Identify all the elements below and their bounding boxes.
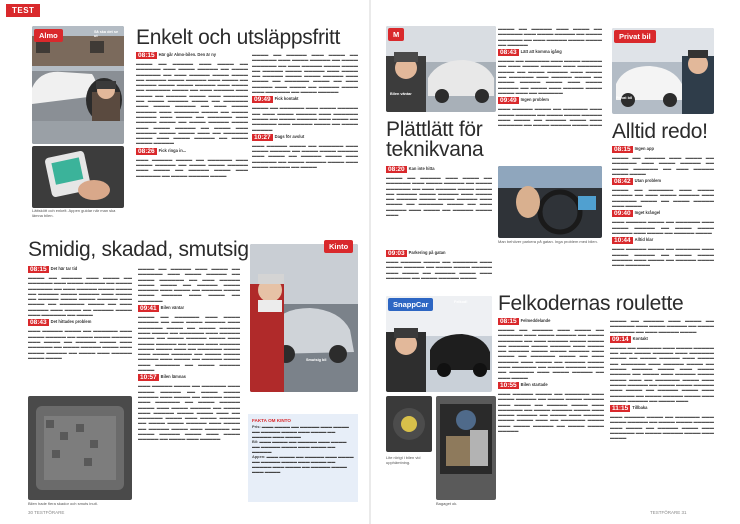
timestamp: 09:03: [388, 250, 405, 257]
m-steering-photo: [498, 166, 602, 238]
paragraph-lead: Det hittades problem: [50, 319, 92, 325]
paragraph-lead: Bilen väntar: [160, 305, 185, 311]
article1-column-1: 08:15 Här går Almo-bilen. Den är ny ▬▬▬▬ ▬▬ ▬▬▬▬▬ ▬▬▬ ▬▬▬▬ ▬▬ ▬▬▬▬▬▬ ▬▬▬ ▬▬▬▬ ▬▬▬▬▬ ▬▬ ▬▬▬▬ ▬▬▬▬▬▬ ▬▬ ▬▬▬ ▬▬▬▬▬ ▬▬▬▬ ▬▬▬▬ ▬▬ ▬▬▬▬▬ ▬▬▬▬ ▬▬▬▬▬ ▬▬▬ ▬▬▬▬ ▬▬ ▬▬▬▬▬ ▬▬▬▬ ▬▬▬▬ ▬▬▬▬▬ ▬▬▬ ▬▬▬▬ ▬▬ ▬▬▬▬▬▬ ▬▬▬▬ ▬▬ ▬▬▬ ▬▬▬▬▬ ▬▬▬ ▬▬▬▬ ▬▬ ▬▬▬▬▬ ▬▬▬▬ ▬▬▬ ▬▬▬▬▬▬ ▬▬ ▬▬▬▬ ▬▬▬▬▬ ▬▬▬▬ ▬▬ ▬▬▬▬▬▬ ▬▬▬ ▬▬▬▬ ▬▬▬▬▬ ▬▬ ▬▬▬ ▬▬▬▬ ▬▬▬▬▬ ▬▬▬ ▬▬▬▬▬▬ ▬▬▬▬ ▬▬ ▬▬▬▬ ▬▬▬▬▬ ▬▬▬ ▬▬▬▬ ▬▬ ▬▬▬▬▬▬ ▬▬▬ ▬▬▬▬▬ ▬▬▬▬ ▬▬ ▬▬▬▬ ▬▬▬▬▬ ▬▬▬▬ ▬▬▬ ▬▬▬▬ ▬▬▬▬▬ ▬▬ ▬▬▬▬ ▬▬▬ ▬▬▬▬▬ ▬▬▬▬ ▬▬▬▬ ▬▬▬ ▬▬ ▬▬▬▬▬▬ ▬▬▬▬ ▬▬▬ ▬▬▬▬ ▬▬▬▬▬ ▬▬ ▬▬▬▬ ▬▬▬▬ ▬▬▬▬▬ 08:26 Fick ringa in... ▬▬▬ ▬▬▬▬▬ ▬▬▬▬ ▬▬ ▬▬▬▬▬▬ ▬▬▬ ▬▬▬▬ ▬▬▬▬▬ ▬▬ ▬▬▬▬ ▬▬▬▬ ▬▬▬▬▬ ▬▬▬ ▬▬▬▬ ▬▬ ▬▬▬▬▬ ▬▬▬▬ ▬▬▬ ▬▬▬▬▬▬ ▬▬ ▬▬▬▬ ▬▬▬▬▬ ▬▬▬▬: [136, 52, 248, 178]
article1-column-2: ▬▬▬▬ ▬▬ ▬▬▬▬▬ ▬▬▬ ▬▬▬▬ ▬▬ ▬▬▬▬▬▬ ▬▬▬ ▬▬▬▬ ▬▬▬▬▬ ▬▬ ▬▬▬▬ ▬▬▬▬▬▬ ▬▬ ▬▬▬ ▬▬▬▬▬ ▬▬▬▬ ▬▬▬▬ ▬▬ ▬▬▬▬▬ ▬▬▬▬ ▬▬▬▬▬ ▬▬▬ ▬▬▬▬ ▬▬ ▬▬▬▬▬ ▬▬▬▬ ▬▬▬▬ ▬▬▬▬▬ ▬▬▬ ▬▬▬▬ ▬▬ ▬▬▬▬▬▬ ▬▬▬▬ ▬▬ ▬▬▬ ▬▬▬▬▬ ▬▬▬ ▬▬▬▬ ▬▬ ▬▬▬▬▬ ▬▬▬▬ ▬▬▬ ▬▬▬▬▬▬ ▬▬ ▬▬▬▬ ▬▬▬▬▬ 09:49 Fick kontakt ▬▬▬▬ ▬▬ ▬▬▬▬▬▬ ▬▬▬ ▬▬▬▬ ▬▬▬▬▬ ▬▬ ▬▬▬ ▬▬▬▬ ▬▬▬▬▬ ▬▬▬ ▬▬▬▬▬▬ ▬▬▬▬ ▬▬ ▬▬▬▬ ▬▬▬▬▬ ▬▬▬ ▬▬▬▬ ▬▬ ▬▬▬▬▬▬ ▬▬▬ ▬▬▬▬▬ ▬▬▬▬ ▬▬ ▬▬▬▬ ▬▬▬▬▬ 10:27 Dags för avslut ▬▬▬ ▬▬▬▬▬ ▬▬▬▬ ▬▬ ▬▬▬▬▬▬ ▬▬▬ ▬▬▬▬ ▬▬▬▬▬ ▬▬ ▬▬▬▬ ▬▬▬▬ ▬▬▬▬▬ ▬▬▬ ▬▬▬▬ ▬▬ ▬▬▬▬▬ ▬▬▬▬ ▬▬▬ ▬▬▬▬▬▬ ▬▬ ▬▬▬▬ ▬▬▬▬▬ ▬▬▬▬ ▬▬▬ ▬▬▬▬ ▬▬▬▬▬ ▬▬ ▬▬▬▬: [252, 52, 358, 170]
paragraph-lead: Fick ringa in...: [158, 147, 187, 153]
paragraph-lead: Utan problem: [634, 178, 662, 184]
snappcar-trunk-photo: [436, 396, 496, 500]
kinto-car-photo: [250, 244, 358, 392]
timestamp: 08:15: [30, 266, 47, 273]
timestamp: 10:55: [500, 381, 517, 389]
article-tag-kinto: Kinto: [324, 240, 353, 253]
facts-line: Bil: ▬▬▬ ▬▬▬▬ ▬▬ ▬▬▬▬▬ ▬▬▬ ▬▬▬▬ ▬▬ ▬▬▬▬▬ ▬▬▬▬ ▬▬▬ ▬▬▬▬ ▬▬ ▬▬▬▬▬: [252, 439, 347, 454]
paragraph-lead: Det här tar tid: [50, 266, 78, 271]
timestamp: 09:41: [140, 305, 157, 313]
timestamp: 09:49: [254, 96, 271, 104]
headline-kinto: Smidig, skadad, smutsig: [28, 238, 249, 261]
snappcar-caption: Lite rörigt i bilen vid upphämtning.: [386, 455, 421, 465]
paragraph-lead: Lätt att komma igång: [520, 49, 562, 55]
inset-label-private: Privat bil: [616, 96, 633, 100]
timestamp: 10:27: [254, 133, 271, 141]
article3-column-1b: 09:03 Parkering på gatan ▬▬▬ ▬▬▬▬▬ ▬▬▬▬ ▬▬ ▬▬▬▬▬▬ ▬▬▬ ▬▬▬▬ ▬▬▬▬▬ ▬▬ ▬▬▬▬ ▬▬▬▬ ▬▬▬▬▬ ▬▬▬ ▬▬▬▬ ▬▬ ▬▬▬▬▬ ▬▬▬▬ ▬▬▬ ▬▬▬▬▬▬ ▬▬ ▬▬▬▬ ▬▬▬▬▬ ▬▬▬▬: [386, 250, 492, 280]
paragraph-lead: Bilen lämnas: [160, 374, 186, 380]
paragraph-lead: Ingen problem: [520, 97, 549, 103]
article3-column-2: ▬▬▬▬ ▬▬ ▬▬▬▬▬ ▬▬▬ ▬▬▬▬ ▬▬ ▬▬▬▬▬▬ ▬▬▬ ▬▬▬▬ ▬▬▬▬▬ ▬▬ ▬▬▬▬ ▬▬▬▬▬▬ ▬▬ ▬▬▬ ▬▬▬▬▬ ▬▬▬▬ ▬▬▬▬ ▬▬ ▬▬▬▬▬ 08:43 Lätt att komma igång ▬▬▬▬ ▬▬ ▬▬▬▬▬▬ ▬▬▬ ▬▬▬▬ ▬▬▬▬▬ ▬▬ ▬▬▬ ▬▬▬▬ ▬▬▬▬▬ ▬▬▬ ▬▬▬▬▬▬ ▬▬▬▬ ▬▬ ▬▬▬▬ ▬▬▬▬▬ ▬▬▬ ▬▬▬▬ ▬▬ ▬▬▬▬▬▬ ▬▬▬ ▬▬▬▬▬ ▬▬▬▬ ▬▬ ▬▬▬▬ ▬▬▬▬▬ ▬▬▬▬ ▬▬▬ ▬▬▬▬ ▬▬▬▬▬ ▬▬ ▬▬▬▬ ▬▬▬ ▬▬▬▬▬ ▬▬▬▬ ▬▬▬▬ ▬▬▬ ▬▬ ▬▬▬▬▬▬ 09:49 Ingen problem ▬▬▬ ▬▬▬▬▬ ▬▬▬▬ ▬▬ ▬▬▬▬▬▬ ▬▬▬ ▬▬▬▬ ▬▬▬▬▬ ▬▬ ▬▬▬▬ ▬▬▬▬ ▬▬▬▬▬ ▬▬▬ ▬▬▬▬ ▬▬ ▬▬▬▬▬ ▬▬▬▬ ▬▬▬ ▬▬▬▬▬▬ ▬▬ ▬▬▬▬ ▬▬▬▬▬ ▬▬▬▬ ▬▬▬: [498, 26, 602, 128]
left-folio: 30 TESTFÖRARE: [28, 510, 65, 515]
page-gutter: [369, 0, 371, 524]
almo-caption: Lättskött och enkelt. Appen guidar när man ska lämna bilen.: [32, 208, 116, 218]
headline-private: Alltid redo!: [612, 120, 708, 143]
almo-phone-photo: [32, 146, 124, 208]
inset-label-kinto: Smutsig bil: [306, 358, 327, 362]
snappcar-interior-photo: [386, 396, 432, 452]
paragraph-lead: Här går Almo-bilen. Den är ny: [158, 52, 217, 57]
headline-m-line2: teknikvana: [386, 138, 484, 161]
paragraph-lead: Tillbaka: [632, 405, 648, 411]
paragraph-lead: Inget krångel: [634, 210, 661, 216]
kinto-interior-photo: [28, 396, 132, 500]
facts-line: Pris: ▬▬▬ ▬▬▬▬ ▬▬ ▬▬▬▬▬ ▬▬▬ ▬▬▬▬ ▬▬ ▬▬▬▬▬ ▬▬▬▬ ▬▬▬ ▬▬▬▬ ▬▬ ▬▬▬▬▬ ▬▬▬ ▬▬▬▬: [252, 424, 349, 439]
timestamp: 09:40: [614, 210, 631, 218]
timestamp: 10:57: [140, 374, 157, 382]
paragraph-lead: Alltid klar: [634, 237, 654, 243]
headline-snappcar: Felkodernas roulette: [498, 292, 684, 315]
paragraph-lead: Parkering på gatan: [408, 250, 446, 255]
timestamp: 08:43: [500, 49, 517, 57]
almo-car-photo: [32, 26, 124, 144]
timestamp: 08:20: [388, 166, 405, 173]
headline-almo: Enkelt och utsläppsfritt: [136, 26, 341, 49]
kinto-facts: [252, 418, 354, 474]
snappcar-caption-2: Bagaget ok.: [436, 501, 458, 506]
paragraph-lead: Dags för avslut: [274, 133, 305, 139]
inset-label-snappcar: Felkod!: [454, 300, 468, 304]
article-tag-snappcar: SnappCar: [388, 298, 433, 311]
timestamp: 08:43: [30, 319, 47, 327]
article5-column-1: 08:15 Felmeddelande ▬▬▬▬ ▬▬ ▬▬▬▬▬ ▬▬▬ ▬▬▬▬ ▬▬ ▬▬▬▬▬▬ ▬▬▬ ▬▬▬▬ ▬▬▬▬▬ ▬▬ ▬▬▬▬ ▬▬▬▬▬▬ ▬▬ ▬▬▬ ▬▬▬▬▬ ▬▬▬▬ ▬▬▬▬ ▬▬ ▬▬▬▬▬ ▬▬▬▬ ▬▬▬▬▬ ▬▬▬ ▬▬▬▬ ▬▬ ▬▬▬▬▬ ▬▬▬▬ ▬▬▬▬ ▬▬▬▬▬ ▬▬▬ ▬▬▬▬ ▬▬ ▬▬▬▬▬▬ ▬▬▬▬ ▬▬ ▬▬▬ ▬▬▬▬▬ ▬▬▬ ▬▬▬▬ ▬▬ ▬▬▬▬▬ ▬▬▬▬ ▬▬▬ ▬▬▬▬▬▬ ▬▬ ▬▬▬▬ ▬▬▬▬▬ ▬▬▬▬ ▬▬ ▬▬▬▬▬▬ ▬▬▬ ▬▬▬▬ ▬▬▬▬▬ ▬▬ ▬▬▬ ▬▬▬▬ 10:55 Bilen startade ▬▬▬ ▬▬▬▬▬ ▬▬▬▬ ▬▬ ▬▬▬▬▬▬ ▬▬▬ ▬▬▬▬ ▬▬▬▬▬ ▬▬ ▬▬▬▬ ▬▬▬▬ ▬▬▬▬▬ ▬▬▬ ▬▬▬▬ ▬▬ ▬▬▬▬▬ ▬▬▬▬ ▬▬▬ ▬▬▬▬▬▬ ▬▬ ▬▬▬▬ ▬▬▬▬▬ ▬▬▬▬ ▬▬▬ ▬▬▬▬ ▬▬▬▬▬ ▬▬ ▬▬▬▬ ▬▬▬ ▬▬▬▬▬ ▬▬▬▬ ▬▬▬▬ ▬▬▬ ▬▬ ▬▬▬▬▬▬ ▬▬▬▬ ▬▬▬ ▬▬▬▬ ▬▬▬▬▬ ▬▬ ▬▬▬▬ ▬▬▬▬ ▬▬▬▬▬: [498, 318, 604, 434]
section-tab: TEST: [6, 4, 40, 17]
paragraph-lead: Kan inte hitta: [408, 166, 435, 171]
m-caption: Man behöver parkera på gatan. Inga problem med bilen.: [498, 239, 598, 244]
timestamp: 09:49: [500, 97, 517, 105]
timestamp: 08:42: [614, 178, 631, 186]
facts-title: FAKTA OM KINTO: [252, 418, 291, 423]
timestamp: 11:15: [612, 405, 629, 413]
timestamp: 08:15: [138, 52, 155, 59]
article4-column: 08:15 Ingen app ▬▬▬▬ ▬▬ ▬▬▬▬▬ ▬▬▬ ▬▬▬▬ ▬▬ ▬▬▬▬▬▬ ▬▬▬ ▬▬▬▬ ▬▬▬▬▬ ▬▬ ▬▬▬▬ ▬▬▬▬▬▬ ▬▬ ▬▬▬ ▬▬▬▬▬ ▬▬▬▬ ▬▬▬▬ 08:42 Utan problem ▬▬▬▬ ▬▬ ▬▬▬▬▬▬ ▬▬▬ ▬▬▬▬ ▬▬▬▬▬ ▬▬ ▬▬▬ ▬▬▬▬ ▬▬▬▬▬ ▬▬▬ ▬▬▬▬▬▬ ▬▬▬▬ ▬▬ ▬▬▬▬ ▬▬▬▬▬ ▬▬▬ ▬▬▬▬ 09:40 Inget krångel ▬▬▬ ▬▬▬▬▬ ▬▬▬▬ ▬▬ ▬▬▬▬▬▬ ▬▬▬ ▬▬▬▬ ▬▬▬▬▬ ▬▬ ▬▬▬▬ ▬▬▬▬ ▬▬▬▬▬ ▬▬▬ ▬▬▬▬ ▬▬ ▬▬▬▬▬ ▬▬▬▬ 10:44 Alltid klar ▬▬▬ ▬▬▬▬▬ ▬▬▬▬ ▬▬ ▬▬▬▬▬▬ ▬▬▬ ▬▬▬▬ ▬▬▬▬▬ ▬▬ ▬▬▬▬ ▬▬▬▬ ▬▬▬▬▬ ▬▬▬ ▬▬▬▬ ▬▬ ▬▬▬▬▬ ▬▬▬▬ ▬▬▬ ▬▬▬▬▬▬: [612, 146, 714, 268]
timestamp: 09:14: [612, 335, 629, 343]
facts-line: Appen: ▬▬▬ ▬▬▬▬ ▬▬ ▬▬▬▬▬ ▬▬▬ ▬▬▬▬ ▬▬ ▬▬▬▬▬ ▬▬▬▬ ▬▬▬ ▬▬▬▬ ▬▬ ▬▬▬▬▬ ▬▬▬ ▬▬▬▬ ▬▬ ▬▬▬▬▬ ▬▬▬▬ ▬▬▬ ▬▬▬▬: [252, 454, 354, 474]
article-tag-almo: Almo: [34, 29, 63, 42]
timestamp: 10:44: [614, 237, 631, 245]
article-tag-m: M: [388, 28, 404, 41]
paragraph-lead: Ingen app: [634, 146, 654, 151]
paragraph-lead: Bilen startade: [520, 381, 548, 387]
paragraph-lead: Fick kontakt: [274, 96, 299, 102]
paragraph-lead: Felmeddelande: [520, 318, 551, 323]
timestamp: 08:26: [138, 147, 155, 155]
article2-column-2: ▬▬▬▬ ▬▬ ▬▬▬▬▬ ▬▬▬ ▬▬▬▬ ▬▬ ▬▬▬▬▬▬ ▬▬▬ ▬▬▬▬ ▬▬▬▬▬ ▬▬ ▬▬▬▬ ▬▬▬▬▬▬ ▬▬ ▬▬▬ ▬▬▬▬▬ ▬▬▬▬ ▬▬▬▬ ▬▬ ▬▬▬▬▬ ▬▬▬▬ ▬▬▬▬▬ ▬▬▬ ▬▬▬▬ ▬▬ ▬▬▬▬▬ ▬▬▬▬ ▬▬▬▬ ▬▬▬▬▬ ▬▬▬ ▬▬▬▬ ▬▬ ▬▬▬▬▬▬ 09:41 Bilen väntar ▬▬▬▬ ▬▬ ▬▬▬▬▬▬ ▬▬▬ ▬▬▬▬ ▬▬▬▬▬ ▬▬ ▬▬▬ ▬▬▬▬ ▬▬▬▬▬ ▬▬▬ ▬▬▬▬▬▬ ▬▬▬▬ ▬▬ ▬▬▬▬ ▬▬▬▬▬ ▬▬▬ ▬▬▬▬ ▬▬ ▬▬▬▬▬▬ ▬▬▬ ▬▬▬▬▬ ▬▬▬▬ ▬▬ ▬▬▬▬ ▬▬▬▬▬ ▬▬▬▬ ▬▬▬ ▬▬▬▬ ▬▬▬▬▬ ▬▬ ▬▬▬▬ ▬▬▬ ▬▬▬▬▬ ▬▬▬▬ ▬▬▬▬ ▬▬▬ ▬▬ ▬▬▬▬▬▬ ▬▬▬▬ ▬▬▬ ▬▬▬▬ ▬▬▬▬▬ ▬▬ ▬▬▬▬ ▬▬▬▬ ▬▬▬▬▬ ▬▬▬ ▬▬▬▬ ▬▬ ▬▬▬▬▬ ▬▬▬▬ ▬▬▬ ▬▬▬▬▬▬ ▬▬ ▬▬▬▬ ▬▬▬▬▬ ▬▬▬▬ 10:57 Bilen lämnas ▬▬▬ ▬▬▬▬▬ ▬▬▬▬ ▬▬ ▬▬▬▬▬▬ ▬▬▬ ▬▬▬▬ ▬▬▬▬▬ ▬▬ ▬▬▬▬ ▬▬▬▬ ▬▬▬▬▬ ▬▬▬ ▬▬▬▬ ▬▬ ▬▬▬▬▬ ▬▬▬▬ ▬▬▬ ▬▬▬▬▬▬ ▬▬ ▬▬▬▬ ▬▬▬▬▬ ▬▬▬▬ ▬▬▬ ▬▬▬▬ ▬▬▬▬▬ ▬▬ ▬▬▬▬ ▬▬▬ ▬▬▬▬▬ ▬▬▬▬ ▬▬▬▬ ▬▬▬ ▬▬ ▬▬▬▬▬▬ ▬▬▬▬ ▬▬▬ ▬▬▬▬ ▬▬▬▬▬ ▬▬ ▬▬▬▬ ▬▬▬▬ ▬▬▬▬▬ ▬▬▬ ▬▬▬▬ ▬▬ ▬▬▬▬▬ ▬▬▬▬ ▬▬▬ ▬▬▬▬▬▬ ▬▬ ▬▬▬▬ ▬▬▬▬▬ ▬▬▬▬ ▬▬▬ ▬▬▬▬ ▬▬▬▬▬ ▬▬ ▬▬▬▬ ▬▬▬ ▬▬▬▬▬: [138, 266, 240, 442]
timestamp: 08:15: [500, 318, 517, 325]
article3-column-1: 08:20 Kan inte hitta ▬▬▬▬ ▬▬ ▬▬▬▬▬ ▬▬▬ ▬▬▬▬ ▬▬ ▬▬▬▬▬▬ ▬▬▬ ▬▬▬▬ ▬▬▬▬▬ ▬▬ ▬▬▬▬ ▬▬▬▬▬▬ ▬▬ ▬▬▬ ▬▬▬▬▬ ▬▬▬▬ ▬▬▬▬ ▬▬ ▬▬▬▬▬ ▬▬▬▬ ▬▬▬▬▬ ▬▬▬ ▬▬▬▬ ▬▬ ▬▬▬▬▬ ▬▬▬▬ ▬▬▬▬ ▬▬▬▬▬ ▬▬▬ ▬▬▬▬ ▬▬ ▬▬▬▬▬▬ ▬▬▬▬ ▬▬ ▬▬▬ ▬▬▬▬▬ ▬▬▬ ▬▬▬▬ ▬▬ ▬▬▬▬▬ ▬▬▬▬ ▬▬▬: [386, 166, 492, 218]
article2-column-1: 08:15 Det här tar tid ▬▬▬▬ ▬▬ ▬▬▬▬▬ ▬▬▬ ▬▬▬▬ ▬▬ ▬▬▬▬▬▬ ▬▬▬ ▬▬▬▬ ▬▬▬▬▬ ▬▬ ▬▬▬▬ ▬▬▬▬▬▬ ▬▬ ▬▬▬ ▬▬▬▬▬ ▬▬▬▬ ▬▬▬▬ ▬▬ ▬▬▬▬▬ ▬▬▬▬ ▬▬▬▬▬ ▬▬▬ ▬▬▬▬ ▬▬ ▬▬▬▬▬ ▬▬▬▬ ▬▬▬▬ ▬▬▬▬▬ ▬▬▬ ▬▬▬▬ ▬▬ ▬▬▬▬▬▬ ▬▬▬▬ ▬▬ ▬▬▬ ▬▬▬▬▬ ▬▬▬ ▬▬▬▬ ▬▬ ▬▬▬▬▬ ▬▬▬▬ ▬▬▬ ▬▬▬▬▬▬ ▬▬ ▬▬▬▬ 08:43 Det hittades problem ▬▬▬ ▬▬▬▬▬ ▬▬▬▬ ▬▬ ▬▬▬▬▬▬ ▬▬▬ ▬▬▬▬ ▬▬▬▬▬ ▬▬ ▬▬▬▬ ▬▬▬▬ ▬▬▬▬▬ ▬▬▬ ▬▬▬▬ ▬▬ ▬▬▬▬▬ ▬▬▬▬ ▬▬▬ ▬▬▬▬▬▬ ▬▬ ▬▬▬▬ ▬▬▬▬▬ ▬▬▬▬ ▬▬▬ ▬▬▬▬ ▬▬▬▬▬ ▬▬ ▬▬▬▬ ▬▬▬ ▬▬▬▬▬ ▬▬▬▬ ▬▬▬▬: [28, 266, 132, 360]
timestamp: 08:15: [614, 146, 631, 153]
inset-label-almo: Så ska det se ut: [94, 30, 119, 39]
inset-label-m: Bilen väntar: [390, 92, 412, 96]
article-tag-private: Privat bil: [614, 30, 656, 43]
paragraph-lead: Kontakt: [632, 335, 648, 341]
right-folio: TESTFÖRARE 31: [650, 510, 687, 515]
kinto-caption: Bilen hade flera skador och smuts inuti.: [28, 501, 98, 506]
article5-column-2: ▬▬▬▬ ▬▬ ▬▬▬▬▬ ▬▬▬ ▬▬▬▬ ▬▬ ▬▬▬▬▬▬ ▬▬▬ ▬▬▬▬ ▬▬▬▬▬ ▬▬ ▬▬▬▬ ▬▬▬▬▬▬ ▬▬ ▬▬▬ ▬▬▬▬▬ ▬▬▬▬ 09:14 Kontakt ▬▬▬▬ ▬▬ ▬▬▬▬▬▬ ▬▬▬ ▬▬▬▬ ▬▬▬▬▬ ▬▬ ▬▬▬ ▬▬▬▬ ▬▬▬▬▬ ▬▬▬ ▬▬▬▬▬▬ ▬▬▬▬ ▬▬ ▬▬▬▬ ▬▬▬▬▬ ▬▬▬ ▬▬▬▬ ▬▬ ▬▬▬▬▬▬ ▬▬▬ ▬▬▬▬▬ ▬▬▬▬ ▬▬ ▬▬▬▬ ▬▬▬▬▬ ▬▬▬▬ ▬▬▬ ▬▬▬▬ ▬▬▬▬▬ ▬▬ ▬▬▬▬ ▬▬▬ ▬▬▬▬▬ ▬▬▬▬ ▬▬▬▬ ▬▬▬ ▬▬ ▬▬▬▬▬▬ ▬▬▬▬ ▬▬▬ ▬▬▬▬ ▬▬▬▬▬ ▬▬ ▬▬▬▬ ▬▬▬▬ ▬▬▬▬▬ ▬▬▬ ▬▬▬▬ ▬▬ ▬▬▬▬▬ ▬▬▬▬ ▬▬▬ ▬▬▬▬▬▬ ▬▬ ▬▬▬▬ ▬▬▬▬▬ ▬▬▬▬ ▬▬▬ ▬▬▬▬ ▬▬▬▬▬ ▬▬ ▬▬▬▬ ▬▬▬ 11:15 Tillbaka ▬▬▬ ▬▬▬▬▬ ▬▬▬▬ ▬▬ ▬▬▬▬▬▬ ▬▬▬ ▬▬▬▬ ▬▬▬▬▬ ▬▬ ▬▬▬▬ ▬▬▬▬ ▬▬▬▬▬ ▬▬▬ ▬▬▬▬ ▬▬ ▬▬▬▬▬ ▬▬▬▬ ▬▬▬ ▬▬▬▬▬▬ ▬▬ ▬▬▬▬ ▬▬▬▬▬ ▬▬▬▬ ▬▬▬ ▬▬▬▬: [610, 318, 714, 441]
headline-m-line1: Plättlätt för: [386, 118, 483, 141]
